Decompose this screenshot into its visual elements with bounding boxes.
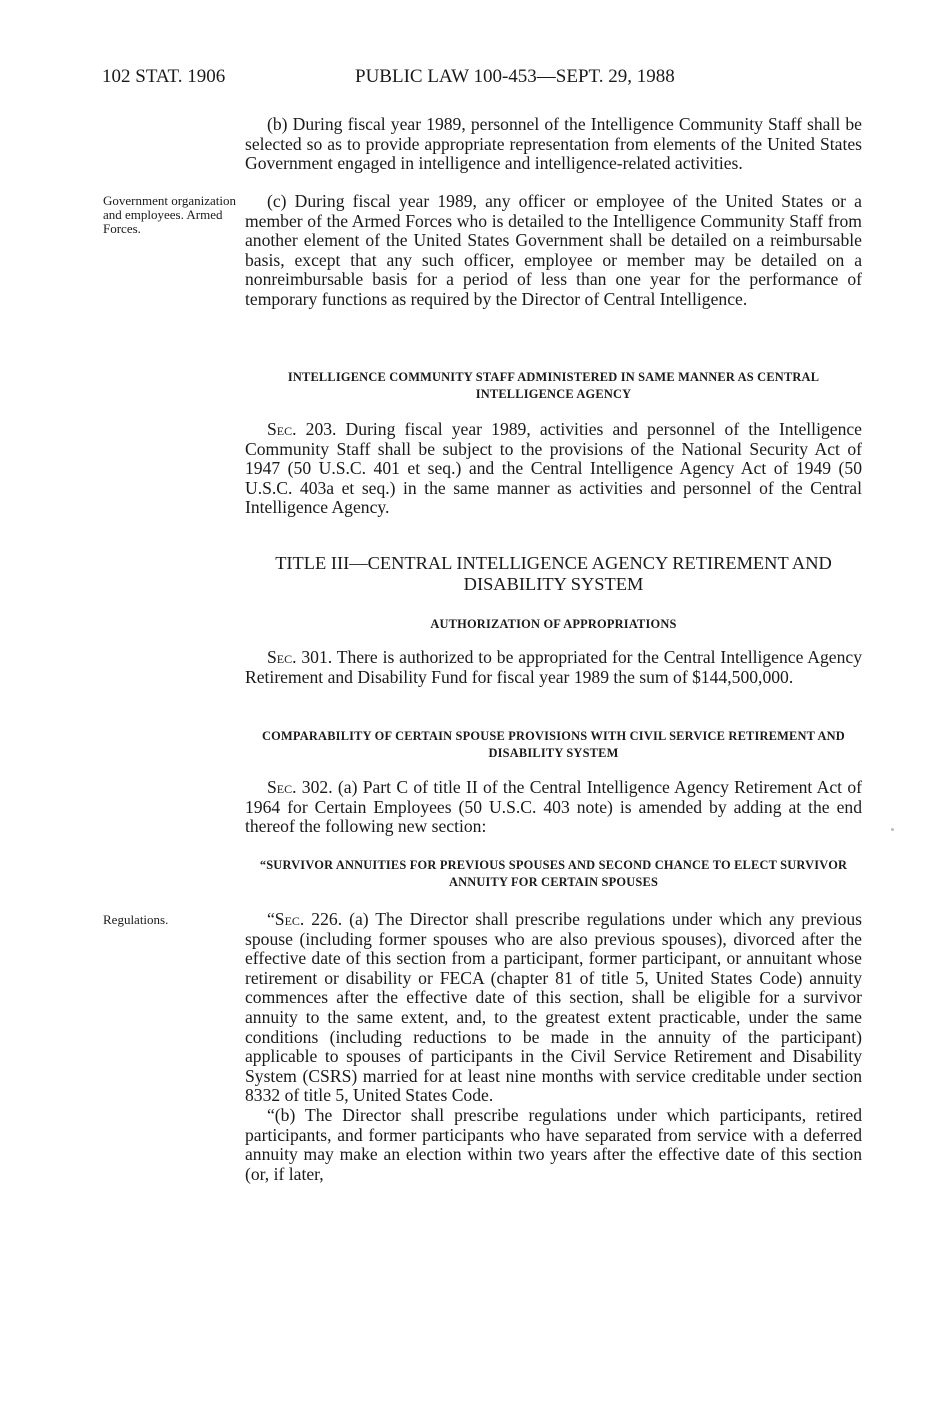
section-226 xyxy=(245,910,862,1184)
section-301-text xyxy=(245,648,862,687)
paragraph-b-text: (b) During fiscal year 1989, personnel of the Intelligence Community Staff shall be selected so as to provide appropriate representation from elements of the United States Government engaged in intelligence and intelligence-related activities. xyxy=(245,114,862,174)
section-heading-survivor xyxy=(245,857,862,891)
section-226-text xyxy=(245,910,862,1106)
running-head xyxy=(102,66,862,90)
section-226-b-text: “(b) The Director shall prescribe regulations under which participants, retired participants, and former participants who have separated from service with a deferred annuity may make an election within two years after the effective date of this section (or, if later, xyxy=(245,1104,862,1184)
title-iii-heading xyxy=(245,553,862,595)
section-heading-ics xyxy=(245,369,862,403)
margin-note-regulations: Regulations. xyxy=(103,912,169,927)
section-heading-comparability xyxy=(245,728,862,762)
title-iii-text: TITLE III—CENTRAL INTELLIGENCE AGENCY RETIREMENT AND DISABILITY SYSTEM xyxy=(275,553,832,594)
section-301-body: There is authorized to be appropriated for the Central Intelligence Agency Retirement and Disability Fund for fiscal year 1989 the sum of $144,500,000. xyxy=(245,647,862,687)
section-226-label: “Sec. 226. xyxy=(267,909,343,929)
section-203-body: During fiscal year 1989, activities and personnel of the Intelligence Community Staff shall be subject to the provisions of the National Security Act of 1947 (50 U.S.C. 401 et seq.) and the Central Intelligence Agency Act of 1949 (50 U.S.C. 403a et seq.) in the same manner as activities and personnel of the Central Intelligence Agency. xyxy=(245,419,862,518)
section-301 xyxy=(245,648,862,687)
heading-comparability-text: COMPARABILITY OF CERTAIN SPOUSE PROVISIONS WITH CIVIL SERVICE RETIREMENT AND DISABILITY SYSTEM xyxy=(262,729,845,760)
paragraph-c-text: (c) During fiscal year 1989, any officer or employee of the United States or a member of the Armed Forces who is detailed to the Intelligence Community Staff from another element of the United States Government shall be detailed on a reimbursable basis, except that any such officer, employee or member may be detailed on a nonreimbursable basis for a period of less than one year for the performance of temporary functions as required by the Director of Central Intelligence. xyxy=(245,191,862,309)
section-203-text xyxy=(245,420,862,518)
section-heading-authorization xyxy=(245,616,862,633)
public-law-title: PUBLIC LAW 100-453—SEPT. 29, 1988 xyxy=(355,66,675,87)
section-301-label: Sec. 301. xyxy=(267,647,333,667)
scan-speck xyxy=(891,828,894,831)
section-302-label: Sec. 302. xyxy=(267,777,333,797)
section-302-text xyxy=(245,778,862,837)
section-203 xyxy=(245,420,862,518)
heading-authorization-text: AUTHORIZATION OF APPROPRIATIONS xyxy=(430,617,677,631)
paragraph-c xyxy=(245,192,862,310)
section-203-label: Sec. 203. xyxy=(267,419,337,439)
section-226-body: (a) The Director shall prescribe regulations under which any previous spouse (including former spouses who are also previous spouses), divorced after the effective date of this section from a participant, former participant, or annuitant whose retirement or disability or FECA (chapter 81 of title 5, United States Code) annuity commences after the effective date of this section, shall be eligible for a survivor annuity to the same extent, and, to the greatest extent practicable, under the same conditions (including reductions to be made in the annuity of the participant) applicable to spouses of participants in the Civil Service Retirement and Disability System (CSRS) married for at least nine months with service creditable under section 8332 of title 5, United States Code. xyxy=(245,909,863,1106)
heading-survivor-text: “SURVIVOR ANNUITIES FOR PREVIOUS SPOUSES AND SECOND CHANCE TO ELECT SURVIVOR ANNUITY FOR CERTAIN SPOUSES xyxy=(259,858,848,889)
paragraph-b xyxy=(245,115,862,174)
statute-page-number: 102 STAT. 1906 xyxy=(102,66,226,87)
section-302-body: (a) Part C of title II of the Central Intelligence Agency Retirement Act of 1964 for Certain Employees (50 U.S.C. 403 note) is amended by adding at the end thereof the following new section: xyxy=(245,777,862,837)
section-302 xyxy=(245,778,862,837)
margin-note-government-organization: Government organization and employees. Armed Forces. xyxy=(103,193,236,236)
heading-ics-text: INTELLIGENCE COMMUNITY STAFF ADMINISTERED IN SAME MANNER AS CENTRAL INTELLIGENCE AGENCY xyxy=(287,370,820,401)
